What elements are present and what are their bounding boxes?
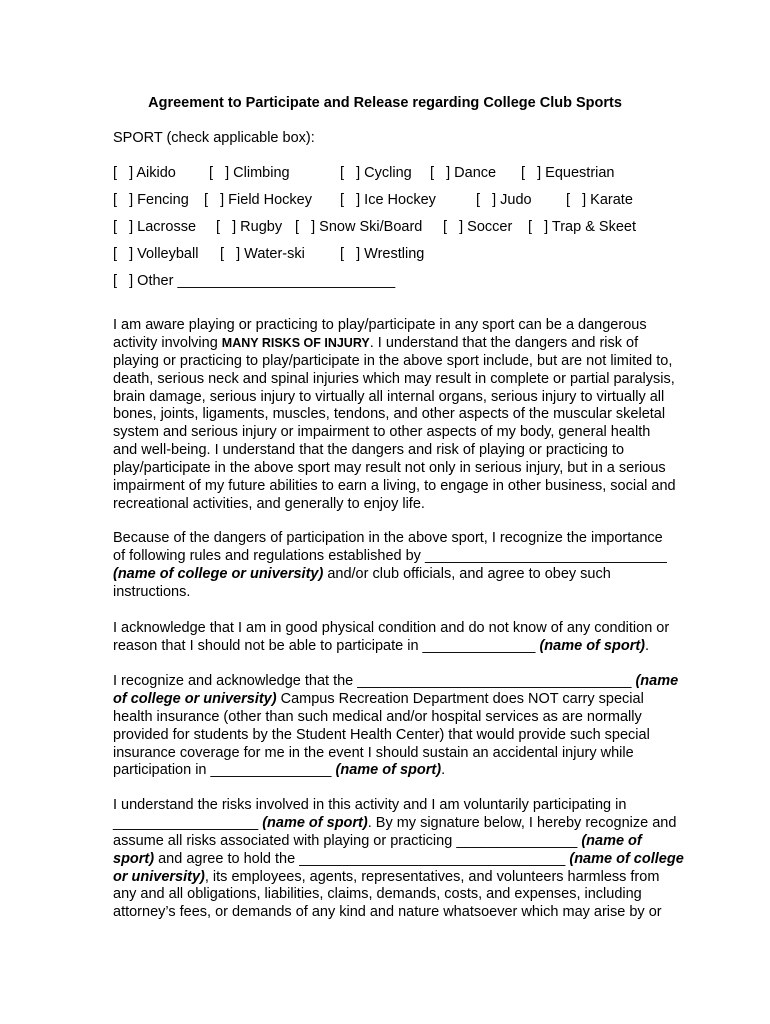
text-line: health insurance (other than such medical and/or hospital services as are normally — [113, 708, 642, 725]
text-line — [113, 833, 713, 851]
placeholder-college: (name of college — [569, 850, 684, 867]
text-line: Because of the dangers of participation in the above sport, I recognize the importance — [113, 530, 663, 546]
text-span: __________________ — [113, 814, 263, 831]
sport-checkbox-snow-ski-board[interactable]: [ ] Snow Ski/Board — [295, 219, 423, 235]
text-line — [113, 566, 713, 584]
sport-checkbox-water-ski[interactable]: [ ] Water-ski — [220, 246, 305, 262]
sport-checkbox-rugby[interactable]: [ ] Rugby — [216, 219, 283, 235]
text-line: brain damage, serious injury to virtually all internal organs, serious injury to virtually all — [113, 388, 665, 405]
sport-checkbox-equestrian[interactable]: [ ] Equestrian — [521, 165, 615, 181]
text-line — [113, 851, 713, 869]
sport-label: SPORT (check applicable box): — [113, 130, 315, 146]
sport-checkbox-volleyball[interactable]: [ ] Volleyball — [113, 246, 199, 262]
text-span: assume all risks associated with playing or practicing _______________ — [113, 832, 582, 849]
text-line — [113, 762, 713, 780]
text-line: instructions. — [113, 583, 191, 600]
text-line — [113, 869, 713, 887]
sport-checkbox-cycling[interactable]: [ ] Cycling — [340, 165, 412, 181]
text-span: I recognize and acknowledge that the __________________________________ — [113, 673, 636, 689]
text-line: and well-being. I understand that the dangers and risk of playing or practicing to — [113, 442, 625, 459]
sport-row — [113, 244, 713, 264]
text-span: . — [441, 762, 446, 779]
text-line — [113, 673, 713, 691]
placeholder-sport: (name of sport) — [262, 814, 368, 831]
sport-checkbox-field-hockey[interactable]: [ ] Field Hockey — [204, 192, 312, 208]
text-span: reason that I should not be able to participate in ______________ — [113, 637, 540, 654]
placeholder-sport: sport) — [113, 850, 155, 867]
text-span: . I understand that the dangers and risk of — [369, 334, 639, 351]
sport-checkbox-wrestling[interactable]: [ ] Wrestling — [340, 246, 425, 262]
text-line: play/participate in the above sport may result not only in serious injury, but in a serious — [113, 460, 666, 477]
sport-checkbox-judo[interactable]: [ ] Judo — [476, 192, 532, 208]
sport-row — [113, 271, 713, 291]
text-line: recreational activities, and generally to enjoy life. — [113, 495, 425, 512]
rules-paragraph — [113, 530, 713, 602]
text-line — [113, 815, 713, 833]
text-line: insurance coverage for me in the event I should sustain an accidental injury while — [113, 744, 634, 761]
text-line: bones, joints, ligaments, muscles, tendons, and other aspects of the muscular skeletal — [113, 406, 666, 423]
sport-checkbox-aikido[interactable]: [ ] Aikido — [113, 165, 176, 181]
sport-checkbox-other[interactable]: [ ] Other ___________________________ — [113, 273, 396, 289]
text-line: system and serious injury or impairment to other aspects of my body, general health — [113, 424, 651, 441]
text-line — [113, 691, 713, 709]
placeholder-sport: (name of — [581, 832, 642, 849]
placeholder-college: or university) — [113, 868, 205, 885]
text-span: , its employees, agents, representatives, and volunteers harmless from — [204, 868, 660, 885]
text-line: provided for students by the Student Health Center) that would provide such special — [113, 726, 650, 743]
text-line — [113, 335, 713, 353]
placeholder-sport: (name of sport) — [335, 762, 442, 779]
sport-row — [113, 190, 713, 210]
document-title: Agreement to Participate and Release regarding College Club Sports — [148, 95, 622, 111]
sport-checkbox-karate[interactable]: [ ] Karate — [566, 192, 633, 208]
release-paragraph — [113, 797, 713, 922]
text-line: I acknowledge that I am in good physical condition and do not know of any condition or — [113, 620, 670, 636]
sport-checkbox-trap-skeet[interactable]: [ ] Trap & Skeet — [528, 219, 636, 235]
sport-checkbox-lacrosse[interactable]: [ ] Lacrosse — [113, 219, 197, 235]
physical-condition-paragraph — [113, 620, 713, 656]
text-span: activity involving — [113, 334, 222, 351]
text-line: death, serious neck and spinal injuries which may result in complete or partial paralysis, — [113, 370, 675, 387]
sport-checkbox-dance[interactable]: [ ] Dance — [430, 165, 497, 181]
text-line: impairment of my future abilities to earn a living, to engage in other business, social and — [113, 478, 676, 495]
text-line — [113, 638, 713, 656]
risk-awareness-paragraph — [113, 317, 713, 514]
sport-checkbox-ice-hockey[interactable]: [ ] Ice Hockey — [340, 192, 436, 208]
text-span: participation in _______________ — [113, 762, 336, 779]
text-line: attorney’s fees, or demands of any kind and nature whatsoever which may arise by or — [113, 904, 662, 921]
placeholder-sport: (name of sport) — [539, 637, 645, 654]
sport-checkbox-climbing[interactable]: [ ] Climbing — [209, 165, 290, 181]
text-line: playing or practicing to play/participate in the above sport include, but are not limited to, — [113, 352, 673, 369]
sport-row — [113, 163, 713, 183]
text-line: of following rules and regulations established by ______________________________ — [113, 547, 667, 564]
placeholder-college: (name of college or university) — [113, 565, 324, 582]
sport-checkbox-fencing[interactable]: [ ] Fencing — [113, 192, 189, 208]
insurance-paragraph — [113, 673, 713, 780]
placeholder-college: of college or university) — [113, 690, 277, 707]
text-span: and agree to hold the _________________________________ — [154, 850, 570, 867]
text-span: Campus Recreation Department does NOT carry special — [276, 690, 644, 707]
text-span: . — [645, 637, 650, 654]
sport-checkbox-soccer[interactable]: [ ] Soccer — [443, 219, 513, 235]
text-line: I am aware playing or practicing to play/participate in any sport can be a dangerous — [113, 317, 647, 333]
risk-emphasis: MANY RISKS OF INJURY — [221, 335, 370, 350]
placeholder-college: (name — [635, 673, 679, 689]
text-line: any and all obligations, liabilities, claims, demands, costs, and expenses, including — [113, 886, 642, 903]
text-span: . By my signature below, I hereby recognize and — [367, 814, 677, 831]
text-span: and/or club officials, and agree to obey such — [323, 565, 611, 582]
sport-row — [113, 217, 713, 237]
text-line: I understand the risks involved in this activity and I am voluntarily participating in — [113, 797, 627, 813]
